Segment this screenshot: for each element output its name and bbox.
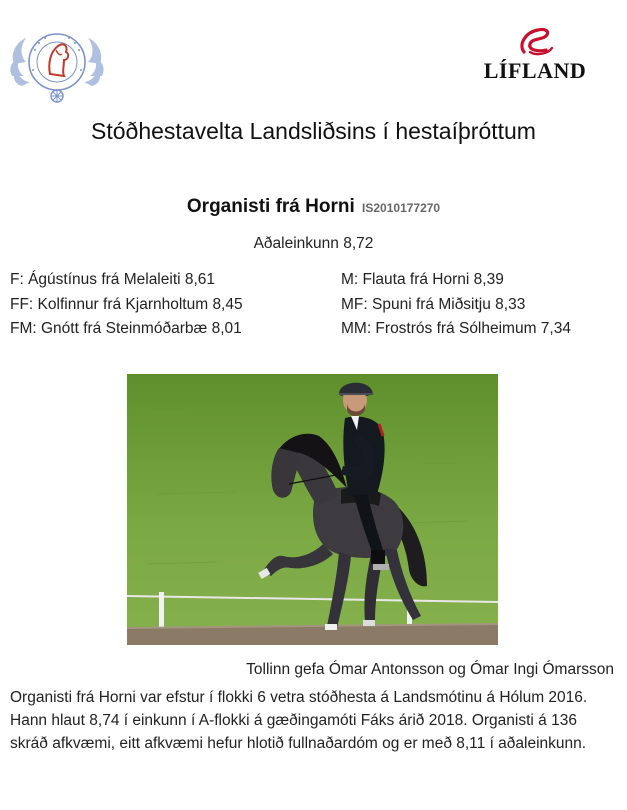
horse-name: Organisti frá Horni <box>186 196 355 217</box>
pedigree-sire: F: Ágústínus frá Melaleiti 8,61 <box>10 271 216 288</box>
pedigree-dam-sire: MF: Spuni frá Miðsitju 8,33 <box>341 295 526 313</box>
landssamband-logo <box>8 24 106 104</box>
horse-heading <box>0 196 627 218</box>
pedigree-dam-side <box>341 268 571 342</box>
pedigree-sire-sire: FF: Kolfinnur frá Kjarnholtum 8,45 <box>10 295 243 313</box>
pedigree-dam: M: Flauta frá Horni 8,39 <box>341 271 504 288</box>
lifland-wordmark: LÍFLAND <box>483 58 587 83</box>
lifland-logo <box>480 22 590 82</box>
lifland-swirl-icon <box>480 22 590 58</box>
pedigree-sire-dam: FM: Gnótt frá Steinmóðarbæ 8,01 <box>10 320 242 337</box>
main-score: Aðaleinkunn 8,72 <box>253 235 374 252</box>
landssamband-hestamannafelaga-seal-icon <box>8 24 106 104</box>
horse-photo <box>127 374 498 645</box>
page-title: Stóðhestavelta Landsliðsins í hestaíþróttum <box>91 118 536 144</box>
photo-caption: Tollinn gefa Ómar Antonsson og Ómar Ingi Ómarsson <box>246 661 614 678</box>
pedigree-sire-side <box>10 268 243 342</box>
horse-id: IS2010177270 <box>362 201 441 215</box>
pedigree-dam-dam: MM: Frostrós frá Sólheimum 7,34 <box>341 320 571 337</box>
horse-description: Organisti frá Horni var efstur í flokki 6 vetra stóðhesta á Landsmótinu á Hólum 2016. Hann hlaut 8,74 í einkunn í A-flokki á gæðingamóti Fáks árið 2018. Organisti á 136 skráð afkvæmi, eitt afkvæmi hefur hlotið fullnaðardóm og er með 8,11 í aðaleinkunn. <box>10 689 588 752</box>
